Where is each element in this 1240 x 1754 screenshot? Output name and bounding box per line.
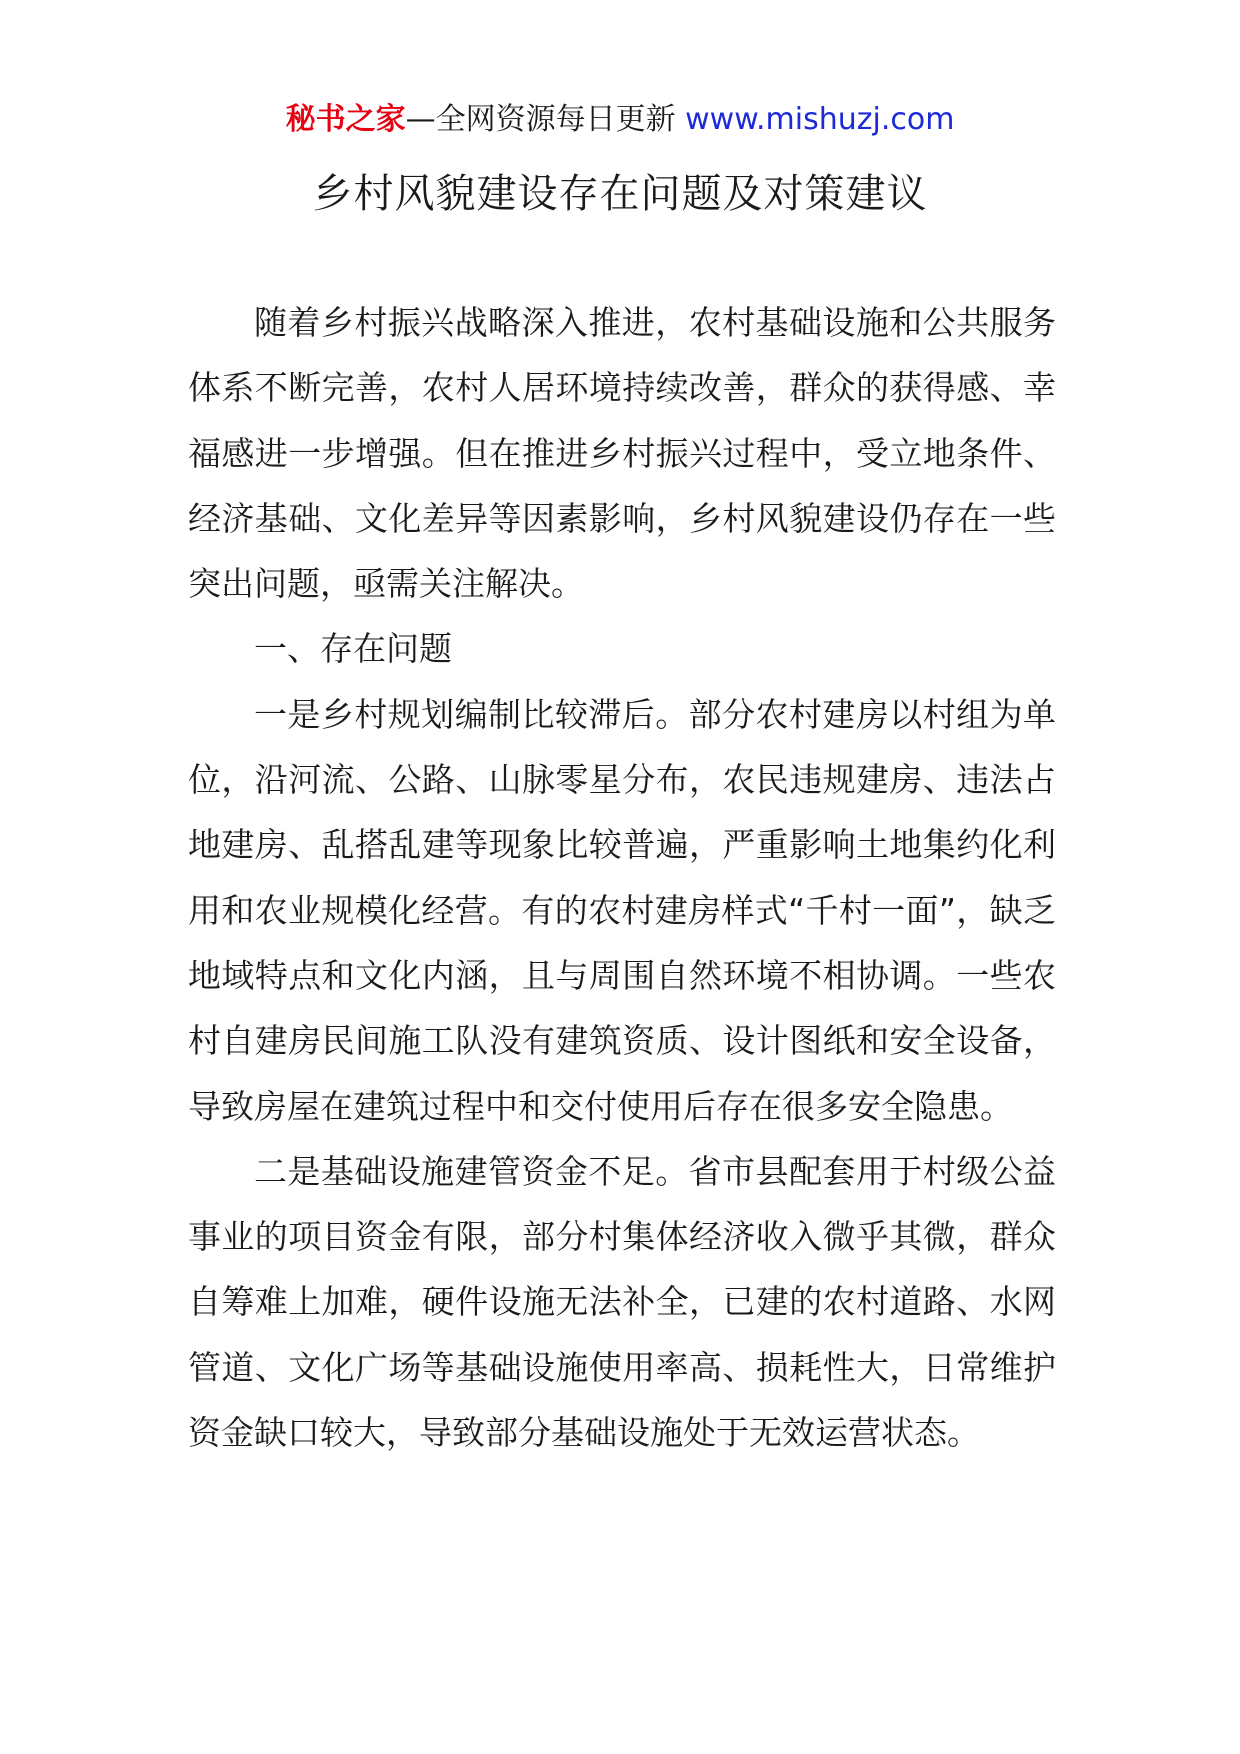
brand-name: 秘书之家 — [285, 102, 406, 137]
document-title: 乡村风貌建设存在问题及对策建议 — [312, 171, 928, 217]
paragraph-problem-2: 二是基础设施建管资金不足。省市县配套用于村级公益事业的项目资金有限，部分村集体经济收入微乎其微，群众自筹难上加难，硬件设施无法补全，已建的农村道路、水网管道、文化广场等基础设施使用率高、损耗性大，日常维护资金缺口较大，导致部分基础设施处于无效运营状态。 — [188, 1151, 1056, 1453]
section-heading-problems: 一、存在问题 — [254, 629, 452, 669]
paragraph-problem-1: 一是乡村规划编制比较滞后。部分农村建房以村组为单位，沿河流、公路、山脉零星分布，农民违规建房、违法占地建房、乱搭乱建等现象比较普遍，严重影响土地集约化利用和农业规模化经营。有的农村建房样式“千村一面”，缺乏地域特点和文化内涵，且与周围自然环境不相协调。一些农村自建房民间施工队没有建筑资质、设计图纸和安全设备，导致房屋在建筑过程中和交付使用后存在很多安全隐患。 — [188, 694, 1056, 1126]
paragraph-intro: 随着乡村振兴战略深入推进，农村基础设施和公共服务体系不断完善，农村人居环境持续改善，群众的获得感、幸福感进一步增强。但在推进乡村振兴过程中，受立地条件、经济基础、文化差异等因素影响，乡村风貌建设仍存在一些突出问题，亟需关注解决。 — [188, 303, 1056, 604]
site-banner — [0, 100, 1240, 140]
banner-slogan: —全网资源每日更新 — [405, 102, 686, 137]
document-body — [188, 290, 1056, 1465]
site-url-link[interactable]: www.mishuzj.com — [685, 102, 955, 137]
